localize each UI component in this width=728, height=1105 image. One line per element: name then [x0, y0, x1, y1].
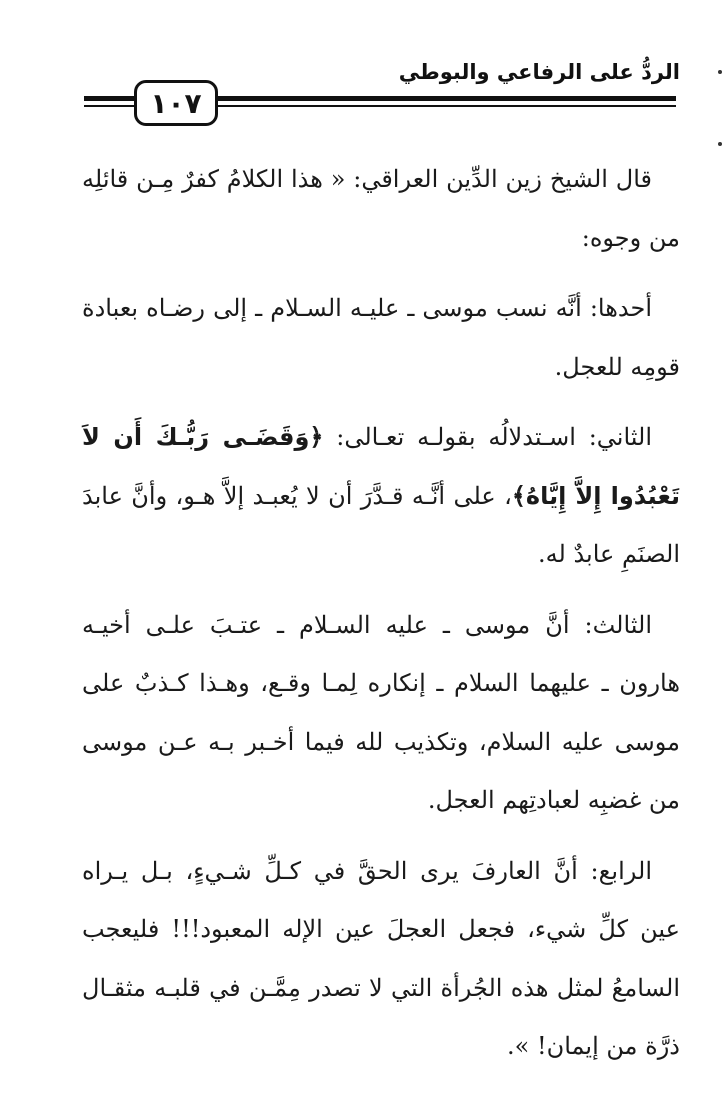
paragraph-second-point — [82, 408, 680, 584]
body-text — [82, 150, 680, 1088]
paragraph-first-point: أحدها: أنَّه نسب موسى ـ عليـه السـلام ـ إلى رضـاه بعبادة قومِه للعجل. — [82, 294, 680, 381]
paragraph-second-point-rest: ، على أنَّـه قـدَّرَ أن لا يُعبـد إلاَّ هـو، وأنَّ عابدَ الصنَمِ عابدٌ له. — [82, 481, 680, 568]
running-title: الردُّ على الرفاعي والبوطي — [398, 60, 680, 84]
page-number: ١٠٧ — [134, 80, 218, 126]
paragraph-third-point: الثالث: أنَّ موسى ـ عليه السـلام ـ عتـبَ علـى أخيـه هارون ـ عليهما السلام ـ إنكاره لِمـا وقـع، وهـذا كـذبٌ على موسى عليه السلام، وتكذيب لله فيما أخـبر بـه عـن موسى من غضبِه لعبادتِهم العجل. — [82, 610, 680, 814]
quran-verse: ﴿وَقَضَـى رَبُّـكَ أَن لاَ تَعْبُدُوا إِلاَّ إِيَّاهُ﴾ — [82, 423, 680, 510]
edge-mark — [718, 70, 722, 74]
paragraph-second-point-lead: الثاني: اسـتدلالُه بقولـه تعـالى: — [323, 423, 652, 451]
paragraph-intro: قال الشيخ زين الدِّين العراقي: « هذا الكلامُ كفرٌ مِـن قائلِه من وجوه: — [82, 165, 680, 252]
paragraph-fourth-point: الرابع: أنَّ العارفَ يرى الحقَّ في كـلِّ شـيءٍ، بـل يـراه عين كلِّ شيء، فجعل العجلَ عين الإله المعبود!!! فليعجب السامعُ لمثل هذه الجُرأة التي لا تصدر مِمَّـن في قلبـه مثقـال ذرَّة من إيمان! ». — [82, 856, 680, 1060]
edge-mark — [718, 142, 722, 146]
